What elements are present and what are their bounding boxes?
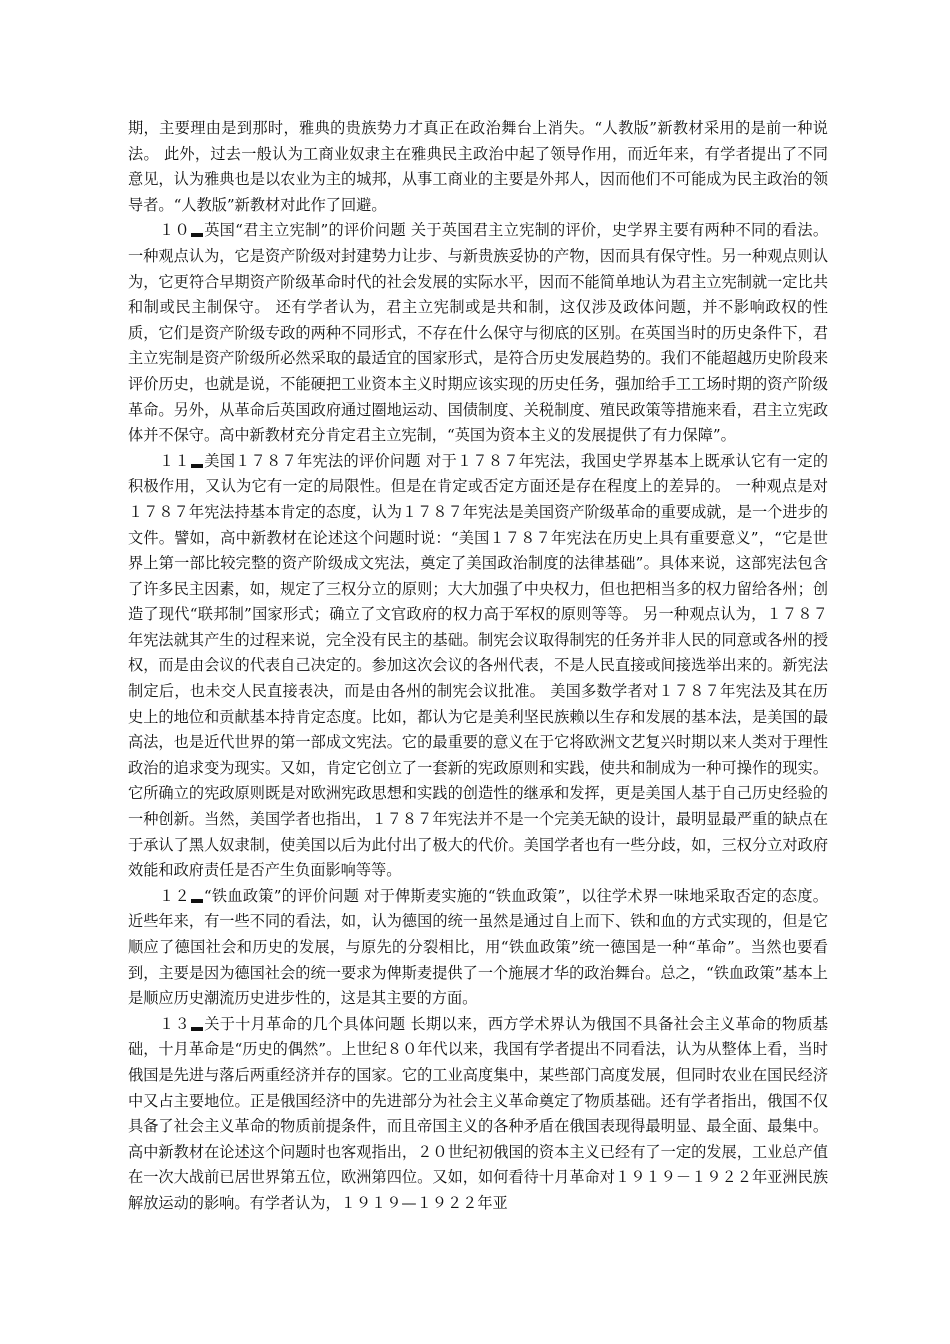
paragraph-section-10 [128, 218, 828, 448]
section-text: 关于十月革命的几个具体问题 长期以来，西方学术界认为俄国不具备社会主义革命的物质基础，十月革命是“历史的偶然”。上世纪８０年代以来，我国有学者提出不同看法，认为从整体上看，当时俄国是先进与落后两重经济并存的国家。它的工业高度集中，某些部门高度发展，但同时农业在国民经济中又占主要地位。正是俄国经济中的先进部分为社会主义革命奠定了物质基础。还有学者指出，俄国不仅具备了社会主义革命的物质前提条件，而且帝国主义的各种矛盾在俄国表现得最明显、最全面、最集中。高中新教材在论述这个问题时也客观指出，２０世纪初俄国的资本主义已经有了一定的发展，工业总产值在一次大战前已居世界第五位，欧洲第四位。又如，如何看待十月革命对１９１９－１９２２年亚洲民族解放运动的影响。有学者认为，１９１９—１９２２年亚 [128, 1014, 829, 1212]
section-text: 美国１７８７年宪法的评价问题 对于１７８７年宪法，我国史学界基本上既承认它有一定的积极作用，又认为它有一定的局限性。但是在肯定或否定方面还是存在程度上的差异的。 一种观点是对１７８７年宪法持基本肯定的态度，认为１７８７年宪法是美国资产阶级革命的重要成就，是一个进步的文件。譬如，高中新教材在论述这个问题时说：“美国１７８７年宪法在历史上具有重要意义”，“它是世界上第一部比较完整的资产阶级成文宪法，奠定了美国政治制度的法律基础”。具体来说，这部宪法包含了许多民主因素，如，规定了三权分立的原则；大大加强了中央权力，但也把相当多的权力留给各州；创造了现代“联邦制”国家形式；确立了文官政府的权力高于军权的原则等等。 另一种观点认为，１７８７年宪法就其产生的过程来说，完全没有民主的基础。制宪会议取得制宪的任务并非人民的同意或各州的授权，而是由会议的代表自己决定的。参加这次会议的各州代表，不是人民直接或间接选举出来的。新宪法制定后，也未交人民直接表决，而是由各州的制宪会议批准。 美国多数学者对１７８７年宪法及其在历史上的地位和贡献基本持肯定态度。比如，都认为它是美利坚民族赖以生存和发展的基本法，是美国的最高法，也是近代世界的第一部成文宪法。它的最重要的意义在于它将欧洲文艺复兴时期以来人类对于理性政治的追求变为现实。又如，肯定它创立了一套新的宪政原则和实践，使共和制成为一种可操作的现实。它所确立的宪政原则既是对欧洲宪政思想和实践的创造性的继承和发挥，更是美国人基于自己历史经验的一种创新。当然，美国学者也指出，１７８７年宪法并不是一个完美无缺的设计，最明显最严重的缺点在于承认了黑人奴隶制，使美国以后为此付出了极大的代价。美国学者也有一些分歧，如，三权分立对政府效能和政府责任是否产生负面影响等等。 [128, 451, 829, 880]
section-marker-icon [191, 233, 203, 237]
section-number: １２ [159, 886, 190, 905]
section-marker-icon [191, 899, 203, 903]
paragraph-section-12 [128, 884, 828, 1012]
paragraph-section-13 [128, 1012, 828, 1217]
section-number: １１ [159, 451, 190, 470]
section-text: 英国“君主立宪制”的评价问题 关于英国君主立宪制的评价，史学界主要有两种不同的看法。一种观点认为，它是资产阶级对封建势力让步、与新贵族妥协的产物，因而具有保守性。另一种观点则认为，它更符合早期资产阶级革命时代的社会发展的实际水平，因而不能简单地认为君主立宪制就一定比共和制或民主制保守。 还有学者认为，君主立宪制或是共和制，这仅涉及政体问题，并不影响政权的性质，它们是资产阶级专政的两种不同形式，不存在什么保守与彻底的区别。在英国当时的历史条件下，君主立宪制是资产阶级所必然采取的最适宜的国家形式，是符合历史发展趋势的。我们不能超越历史阶段来评价历史，也就是说，不能硬把工业资本主义时期应该实现的历史任务，强加给手工工场时期的资产阶级革命。另外，从革命后英国政府通过圈地运动、国债制度、关税制度、殖民政策等措施来看，君主立宪政体并不保守。高中新教材充分肯定君主立宪制，“英国为资本主义的发展提供了有力保障”。 [128, 221, 829, 445]
section-number: １０ [159, 221, 190, 240]
document-page [128, 116, 828, 1217]
paragraph-continuation: 期，主要理由是到那时，雅典的贵族势力才真正在政治舞台上消失。“人教版”新教材采用的是前一种说法。 此外，过去一般认为工商业奴隶主在雅典民主政治中起了领导作用，而近年来，有学者提出了不同意见，认为雅典也是以农业为主的城邦，从事工商业的主要是外邦人，因而他们不可能成为民主政治的领导者。“人教版”新教材对此作了回避。 [128, 119, 828, 214]
section-marker-icon [191, 464, 203, 468]
paragraph-section-11 [128, 449, 828, 884]
section-marker-icon [191, 1027, 203, 1031]
section-number: １３ [159, 1014, 190, 1033]
section-text: “铁血政策”的评价问题 对于俾斯麦实施的“铁血政策”，以往学术界一味地采取否定的态度。近些年来，有一些不同的看法，如，认为德国的统一虽然是通过自上而下、铁和血的方式实现的，但是它顺应了德国社会和历史的发展，与原先的分裂相比，用“铁血政策”统一德国是一种“革命”。当然也要看到，主要是因为德国社会的统一要求为俾斯麦提供了一个施展才华的政治舞台。总之，“铁血政策”基本上是顺应历史潮流历史进步性的，这是其主要的方面。 [128, 886, 828, 1008]
